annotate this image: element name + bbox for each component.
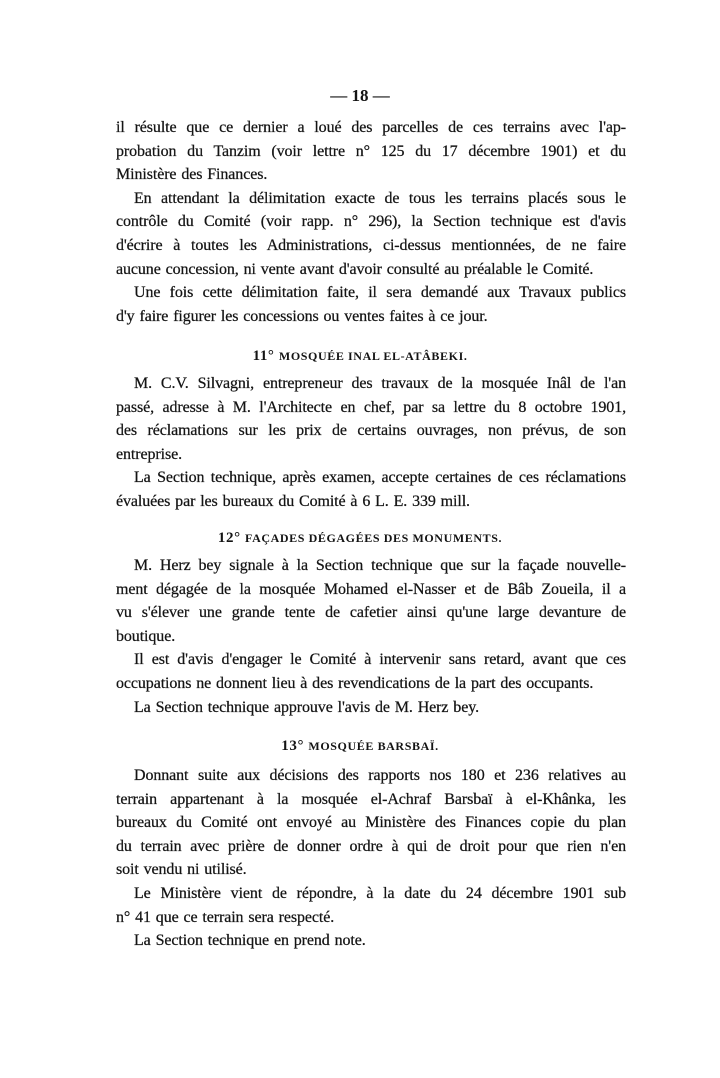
paragraph [116, 882, 626, 929]
paragraph [116, 372, 626, 466]
text-line: La Section technique approuve l'avis de M. Herz bey. [134, 698, 479, 716]
text-line: terrain appartenant à la mosquée el-Achraf Barsbaï à el-Khânka, les [116, 790, 626, 808]
text-line: Ministère des Finances. [116, 166, 268, 184]
section-body [116, 116, 626, 328]
text-line: du terrain avec prière de donner ordre à qui de droit pour que rien n'en [116, 837, 626, 855]
text-line: aucune concession, ni vente avant d'avoir consulté au préalable le Comité. [116, 260, 594, 278]
text-line: d'y faire figurer les concessions ou ventes faites à ce jour. [116, 307, 488, 325]
text-line: évaluées par les bureaux du Comité à 6 L. E. 339 mill. [116, 492, 470, 510]
text-line: des réclamations sur les prix de certains ouvrages, non prévus, de son [116, 422, 626, 440]
section-number: 11° [252, 348, 279, 364]
paragraph [116, 648, 626, 695]
text-line: La Section technique, après examen, accepte certaines de ces réclamations [134, 469, 626, 487]
text-line: M. Herz bey signale à la Section technique que sur la façade nouvelle- [134, 557, 626, 574]
text-line: contrôle du Comité (voir rapp. n° 296), la Section technique est d'avis [116, 213, 626, 231]
text-line: En attendant la délimitation exacte de tous les terrains placés sous le [134, 189, 626, 207]
text-line: n° 41 que ce terrain sera respecté. [116, 908, 335, 926]
paragraph [116, 696, 626, 720]
paragraph [116, 466, 626, 513]
text-line: Il est d'avis d'engager le Comité à intervenir sans retard, avant que ces [134, 651, 626, 669]
text-line: Le Ministère vient de répondre, à la date du 24 décembre 1901 sub [134, 884, 626, 902]
paragraph [116, 116, 626, 187]
section-title: MOSQUÉE INAL EL-ATÂBEKI. [278, 349, 468, 363]
text-line: bureaux du Comité ont envoyé au Ministère des Finances copie du plan [116, 814, 626, 832]
paragraph [116, 187, 626, 281]
paragraph [116, 554, 626, 648]
text-line: soit vendu ni utilisé. [116, 861, 247, 879]
section-heading [0, 348, 720, 365]
section-heading [0, 530, 720, 547]
section-heading [0, 738, 720, 755]
text-line: passé, adresse à M. l'Architecte en chef, par sa lettre du 8 octobre 1901, [116, 398, 626, 416]
text-line: vu s'élever une grande tente de cafetier ainsi qu'une large devanture de [116, 604, 626, 622]
text-line: occupations ne donnent lieu à des revendications de la part des occupants. [116, 674, 594, 692]
section-number: 12° [217, 530, 246, 546]
text-line: entreprise. [116, 445, 182, 463]
text-line: Donnant suite aux décisions des rapports nos 180 et 236 relatives au [134, 767, 626, 784]
text-line: probation du Tanzim (voir lettre n° 125 du 17 décembre 1901) et du [116, 142, 626, 160]
paragraph [116, 764, 626, 882]
text-line: il résulte que ce dernier a loué des parcelles de ces terrains avec l'ap- [116, 119, 626, 136]
text-line: Une fois cette délimitation faite, il sera demandé aux Travaux publics [134, 284, 626, 302]
section-title: MOSQUÉE BARSBAÏ. [308, 739, 439, 753]
text-line: La Section technique en prend note. [134, 932, 366, 950]
section-body [116, 554, 626, 719]
paragraph [116, 929, 626, 953]
text-line: ment dégagée de la mosquée Mohamed el-Nasser et de Bâb Zoueila, il a [116, 580, 626, 598]
page-number: — 18 — [330, 86, 390, 105]
section-body [116, 764, 626, 953]
section-body [116, 372, 626, 514]
paragraph [116, 281, 626, 328]
text-line: d'écrire à toutes les Administrations, ci-dessus mentionnées, de ne faire [116, 236, 626, 254]
text-line: boutique. [116, 627, 176, 645]
section-title: FAÇADES DÉGAGÉES DES MONUMENTS. [245, 531, 503, 545]
section-number: 13° [281, 738, 309, 754]
text-line: M. C.V. Silvagni, entrepreneur des travaux de la mosquée Inâl de l'an [134, 375, 626, 392]
